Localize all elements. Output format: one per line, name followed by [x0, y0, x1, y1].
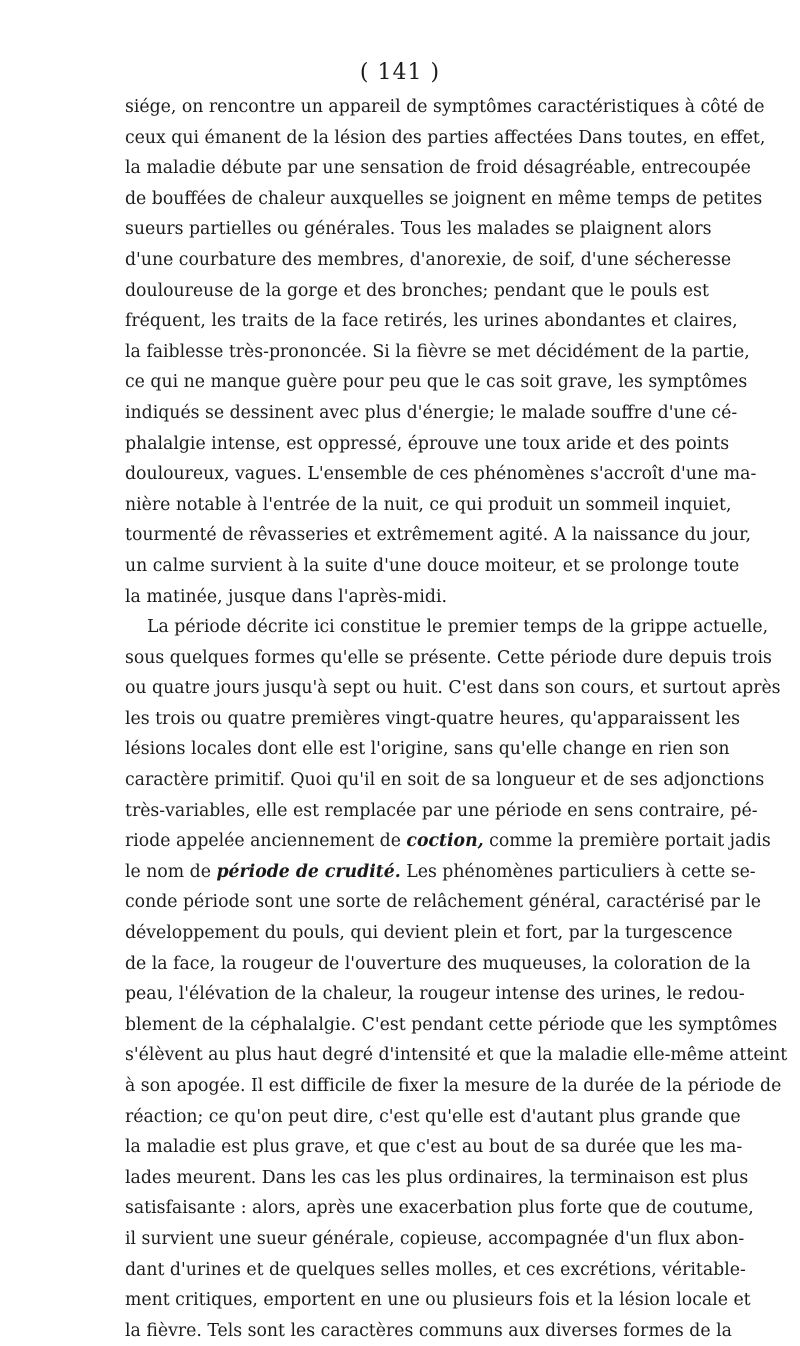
text-line: caractère primitif. Quoi qu'il en soit de sa longueur et de ses adjonctions — [125, 770, 765, 791]
text-line: développement du pouls, qui devient plein et fort, par la turgescence — [125, 923, 733, 944]
text-line: nière notable à l'entrée de la nuit, ce qui produit un sommeil inquiet, — [125, 494, 732, 515]
text-line: à son apogée. Il est difficile de fixer la mesure de la durée de la période de — [125, 1076, 782, 1096]
text-line — [125, 826, 771, 857]
text-line: de la face, la rougeur de l'ouverture des muqueuses, la coloration de la — [125, 953, 751, 974]
text-line: ou quatre jours jusqu'à sept ou huit. C'est dans son cours, et surtout après — [125, 678, 781, 699]
text-line: ceux qui émanent de la lésion des parties affectées Dans toutes, en effet, — [125, 127, 766, 148]
text-line: les trois ou quatre premières vingt-quatre heures, qu'apparaissent les — [125, 708, 741, 729]
text-line: peau, l'élévation de la chaleur, la rougeur intense des urines, le redou- — [125, 984, 745, 1005]
text-line: un calme survient à la suite d'une douce moiteur, et se prolonge toute — [125, 555, 740, 576]
text-line: ce qui ne manque guère pour peu que le cas soit grave, les symptômes — [125, 372, 748, 393]
text-fragment: le nom de — [125, 861, 217, 882]
text-line: très-variables, elle est remplacée par une période en sens contraire, pé- — [125, 800, 758, 821]
text-fragment: comme la première portait jadis — [483, 831, 771, 852]
text-line: s'élèvent au plus haut degré d'intensité et que la maladie elle-même atteint — [125, 1045, 788, 1066]
text-line — [125, 857, 756, 888]
text-line: sueurs partielles ou générales. Tous les malades se plaignent alors — [125, 219, 712, 240]
text-line: indiqués se dessinent avec plus d'énergie; le malade souffre d'une cé- — [125, 402, 738, 423]
text-line: la maladie est plus grave, et que c'est au bout de sa durée que les ma- — [125, 1137, 743, 1158]
text-line: conde période sont une sorte de relâchement général, caractérisé par le — [125, 892, 761, 913]
text-line: phalalgie intense, est oppressé, éprouve une toux aride et des points — [125, 433, 730, 454]
text-line: sous quelques formes qu'elle se présente. Cette période dure depuis trois — [125, 647, 772, 668]
emphasized-term: période de crudité. — [216, 861, 401, 882]
text-line: fréquent, les traits de la face retirés, les urines abondantes et claires, — [125, 311, 738, 332]
text-line: blement de la céphalalgie. C'est pendant cette période que les symptômes — [125, 1014, 778, 1035]
body-text — [125, 92, 788, 1346]
text-fragment: Les phénomènes particuliers à cette se- — [400, 861, 756, 882]
page-number: ( 141 ) — [359, 60, 441, 85]
text-line: douloureuse de la gorge et des bronches; pendant que le pouls est — [125, 280, 709, 301]
text-line: lésions locales dont elle est l'origine, sans qu'elle change en rien son — [125, 739, 730, 760]
text-line: satisfaisante : alors, après une exacerbation plus forte que de coutume, — [125, 1198, 754, 1219]
text-line: la fièvre. Tels sont les caractères communs aux diverses formes de la — [125, 1320, 732, 1341]
text-line: douloureux, vagues. L'ensemble de ces phénomènes s'accroît d'une ma- — [125, 464, 757, 485]
text-fragment: riode appelée anciennement de — [125, 831, 407, 852]
text-line: réaction; ce qu'on peut dire, c'est qu'elle est d'autant plus grande que — [125, 1106, 741, 1127]
text-line: ment critiques, emportent en une ou plusieurs fois et la lésion locale et — [125, 1290, 751, 1311]
text-line: dant d'urines et de quelques selles molles, et ces excrétions, véritable- — [125, 1259, 746, 1280]
text-line: la faiblesse très-prononcée. Si la fièvre se met décidément de la partie, — [125, 341, 750, 362]
text-line: de bouffées de chaleur auxquelles se joignent en même temps de petites — [125, 188, 763, 209]
text-line: La période décrite ici constitue le premier temps de la grippe actuelle, — [147, 617, 769, 638]
text-line: tourmenté de rêvasseries et extrêmement agité. A la naissance du jour, — [125, 525, 751, 546]
text-line: la matinée, jusque dans l'après-midi. — [125, 586, 448, 607]
text-line: lades meurent. Dans les cas les plus ordinaires, la terminaison est plus — [125, 1167, 749, 1188]
text-line: d'une courbature des membres, d'anorexie, de soif, d'une sécheresse — [125, 249, 732, 270]
text-line: la maladie débute par une sensation de froid désagréable, entrecoupée — [125, 158, 751, 179]
emphasized-term: coction, — [406, 831, 484, 852]
text-line: siége, on rencontre un appareil de symptômes caractéristiques à côté de — [125, 97, 765, 117]
text-line: il survient une sueur générale, copieuse, accompagnée d'un flux abon- — [125, 1228, 745, 1249]
